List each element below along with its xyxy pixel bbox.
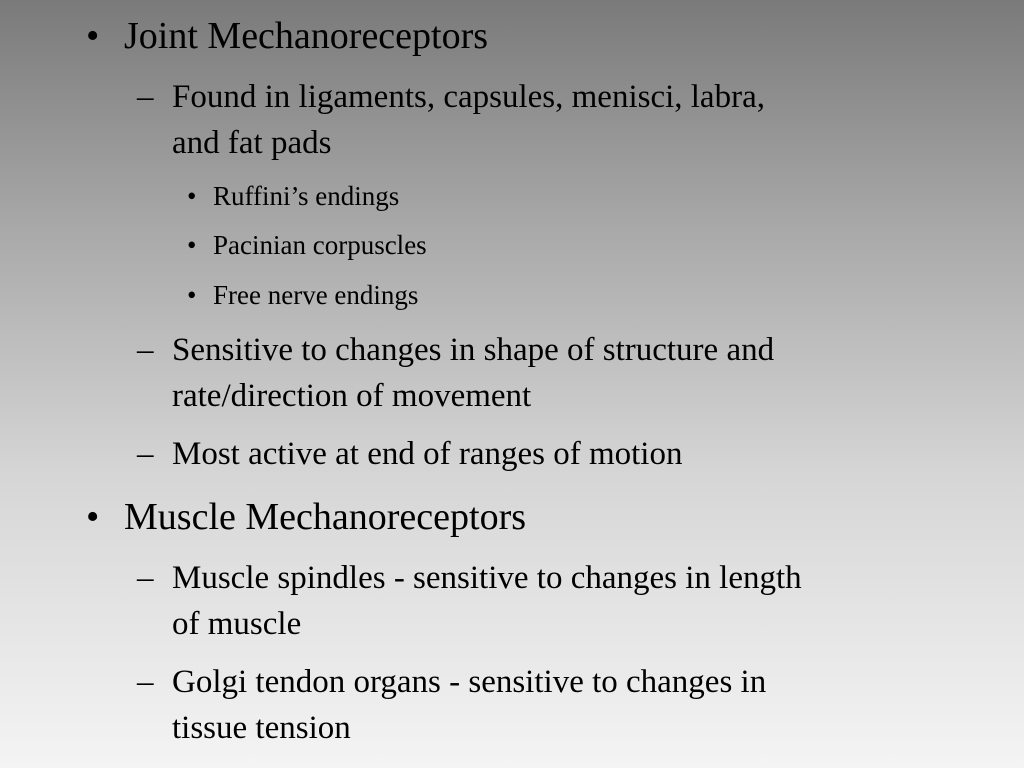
sub-bullet-line: of muscle <box>172 606 302 642</box>
bullet-marker: • <box>86 496 100 538</box>
bullet-marker: • <box>187 280 197 310</box>
sub-bullet-line: Sensitive to changes in shape of structure and <box>172 332 775 368</box>
bullet-marker: • <box>187 181 197 211</box>
sub-bullet-line: Muscle spindles - sensitive to changes in length <box>172 560 802 596</box>
bullet-text: Muscle Mechanoreceptors <box>124 496 527 538</box>
bullet-marker: • <box>86 15 100 57</box>
bullet-joint-mechanoreceptors <box>82 16 488 56</box>
dash-marker: – <box>137 560 154 596</box>
list-item-text: Free nerve endings <box>213 280 419 310</box>
list-item-text: Ruffini’s endings <box>213 181 400 211</box>
list-item-text: Pacinian corpuscles <box>213 230 427 260</box>
dash-marker: – <box>137 436 154 472</box>
sub-bullet-found-in <box>137 74 765 166</box>
sub-bullet-line: Golgi tendon organs - sensitive to changes in <box>172 664 767 700</box>
dash-marker: – <box>137 664 154 700</box>
bullet-muscle-mechanoreceptors <box>82 497 526 537</box>
list-item-pacinian <box>187 229 427 261</box>
sub-bullet-line: and fat pads <box>172 125 332 161</box>
dash-marker: – <box>137 79 154 115</box>
sub-bullet-text <box>172 74 765 166</box>
list-item-free-nerve <box>187 279 418 311</box>
sub-bullet-muscle-spindles <box>137 555 802 647</box>
sub-bullet-sensitive <box>137 327 774 419</box>
bullet-marker: • <box>187 230 197 260</box>
dash-marker: – <box>137 332 154 368</box>
sub-bullet-line: Found in ligaments, capsules, menisci, labra, <box>172 79 765 115</box>
bullet-text: Joint Mechanoreceptors <box>124 15 489 57</box>
sub-bullet-line: rate/direction of movement <box>172 378 532 414</box>
sub-bullet-line: tissue tension <box>172 710 351 746</box>
sub-bullet-text <box>172 659 766 751</box>
list-item-ruffini <box>187 180 399 212</box>
sub-bullet-most-active <box>137 431 682 477</box>
sub-bullet-text: Most active at end of ranges of motion <box>172 436 683 472</box>
sub-bullet-text <box>172 327 774 419</box>
sub-bullet-golgi <box>137 659 766 751</box>
sub-bullet-text <box>172 555 802 647</box>
